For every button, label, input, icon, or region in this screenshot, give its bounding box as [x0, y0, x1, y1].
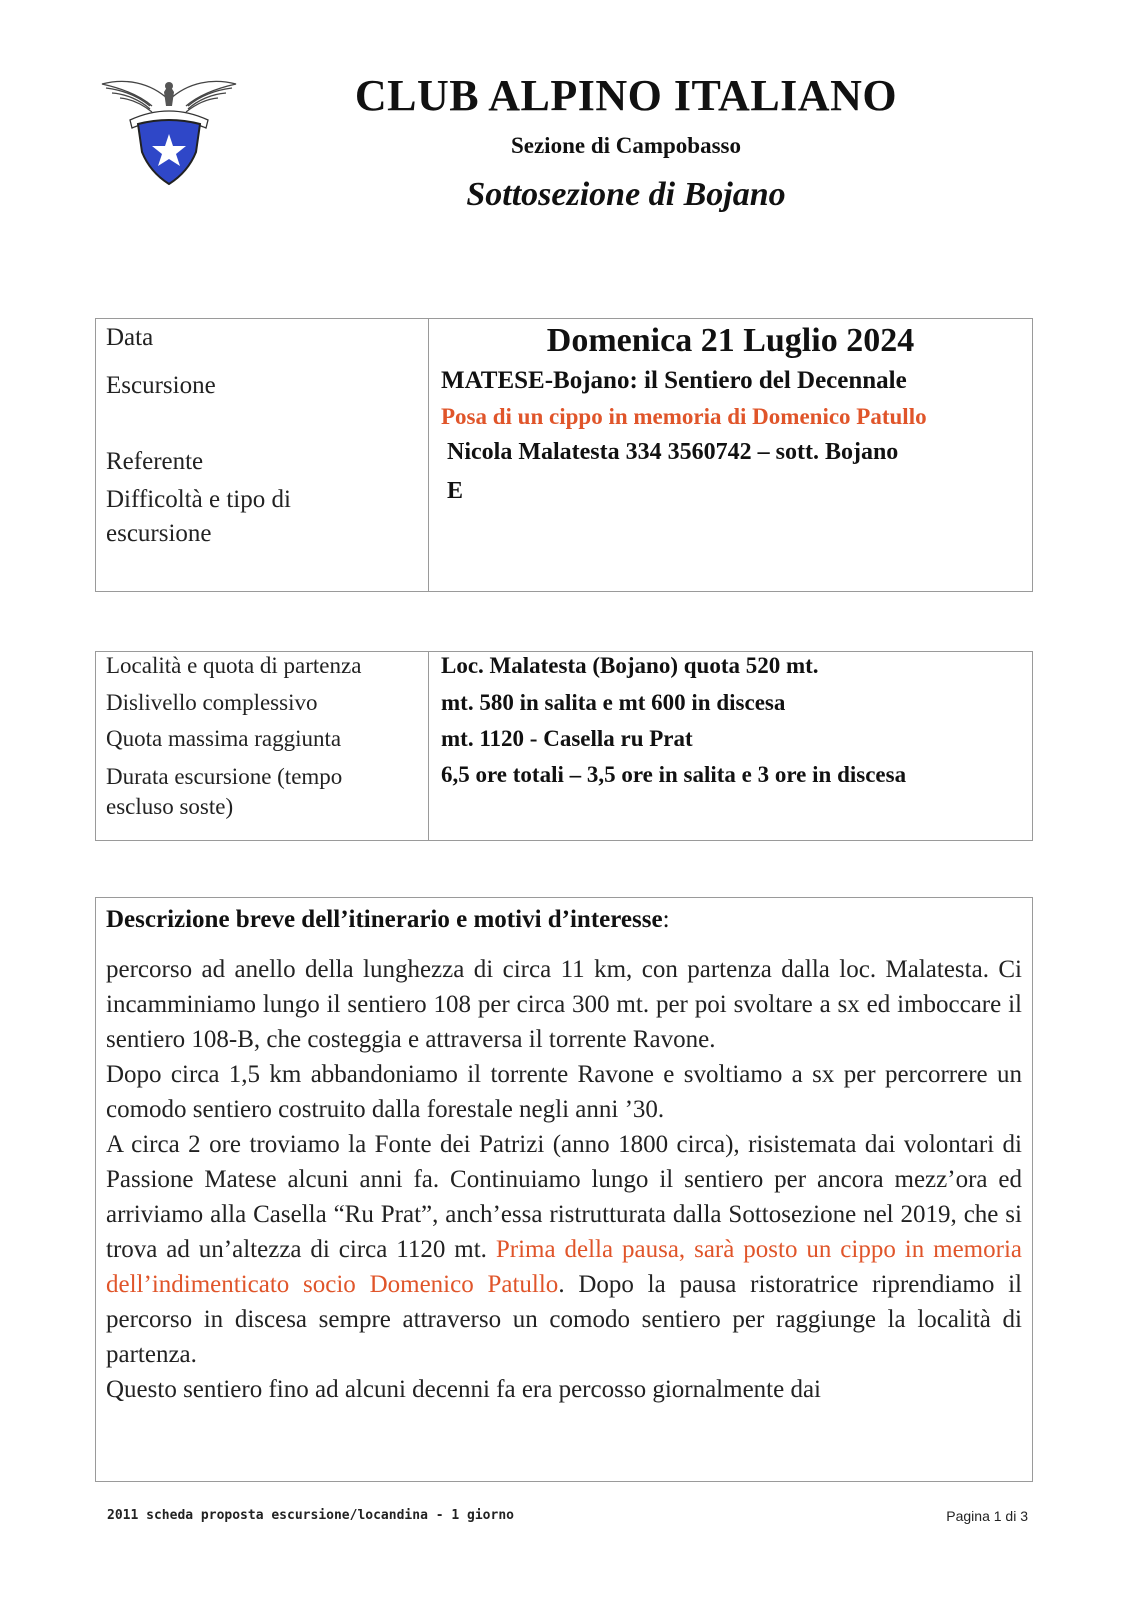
- date-label: Data: [106, 324, 154, 351]
- referent-label: Referente: [106, 448, 204, 475]
- difficulty-value: E: [447, 478, 464, 504]
- labels-column: [96, 319, 429, 592]
- duration-label: Durata escursione (tempo escluso soste): [106, 764, 343, 819]
- duration-value: 6,5 ore totali – 3,5 ore in salita e 3 ore in discesa: [441, 762, 907, 787]
- footer-doc-name: 2011 scheda proposta escursione/locandina - 1 giorno: [107, 1508, 514, 1523]
- elevation-value: mt. 580 in salita e mt 600 in discesa: [441, 690, 786, 715]
- excursion-note: Posa di un cippo in memoria di Domenico Patullo: [441, 404, 927, 429]
- memorial-highlight: Prima della pausa, sarà posto un cippo in memoria dell’indimenticato socio Domenico Patullo: [106, 1236, 1022, 1298]
- max-altitude-value: mt. 1120 - Casella ru Prat: [441, 726, 693, 751]
- values-column: [429, 319, 1033, 592]
- route-labels-column: [96, 652, 429, 841]
- description-paragraph: A circa 2 ore troviamo la Fonte dei Patrizi (anno 1800 circa), risistemata dai volontari di Passione Matese alcuni anni fa. Continuiamo lungo il sentiero per ancora mezz’ora ed arriviamo alla Casella “Ru Prat”, anch’essa ristrutturata dalla Sottosezione nel 2019, che si trova ad un’altezza di circa 1120 mt. Prima della pausa, sarà posto un cippo in memoria dell’indimenticato socio Domenico Patullo. Dopo la pausa ristoratrice riprendiamo il percorso in discesa sempre attraverso un comodo sentiero per raggiunge la località di partenza.: [106, 1131, 1022, 1368]
- description-paragraph: Questo sentiero fino ad alcuni decenni fa era percosso giornalmente dai: [106, 1376, 822, 1403]
- description-paragraph: Dopo circa 1,5 km abbandoniamo il torrente Ravone e svoltiamo a sx per percorrere un comodo sentiero costruito dalla forestale negli anni ’30.: [106, 1061, 1022, 1123]
- start-label: Località e quota di partenza: [106, 653, 362, 678]
- elevation-label: Dislivello complessivo: [106, 690, 318, 715]
- route-values-column: [429, 652, 1033, 841]
- club-title: CLUB ALPINO ITALIANO: [354, 71, 898, 120]
- subsection-name: Sottosezione di Bojano: [466, 176, 786, 213]
- description-body: [96, 934, 1032, 1407]
- date-value: Domenica 21 Luglio 2024: [546, 322, 915, 359]
- excursion-value: MATESE-Bojano: il Sentiero del Decennale: [441, 367, 907, 394]
- excursion-label: Escursione: [106, 372, 216, 399]
- max-altitude-label: Quota massima raggiunta: [106, 726, 342, 751]
- description-heading: Descrizione breve dell’itinerario e motivi d’interesse:: [106, 906, 670, 933]
- page-number: Pagina 1 di 3: [946, 1508, 1028, 1524]
- difficulty-label: Difficoltà e tipo di escursione: [106, 486, 291, 547]
- referent-value: Nicola Malatesta 334 3560742 – sott. Bojano: [447, 439, 899, 465]
- description-paragraph: percorso ad anello della lunghezza di circa 11 km, con partenza dalla loc. Malatesta. Ci incamminiamo lungo il sentiero 108 per circa 300 mt. per poi svoltare a sx ed imboccare il sentiero 108-B, che costeggia e attraversa il torrente Ravone.: [106, 956, 1022, 1053]
- description-box: [95, 897, 1033, 1482]
- start-value: Loc. Malatesta (Bojano) quota 520 mt.: [441, 653, 819, 678]
- route-info-table: [95, 651, 1033, 841]
- excursion-info-table: [95, 318, 1033, 592]
- section-name: Sezione di Campobasso: [510, 133, 742, 158]
